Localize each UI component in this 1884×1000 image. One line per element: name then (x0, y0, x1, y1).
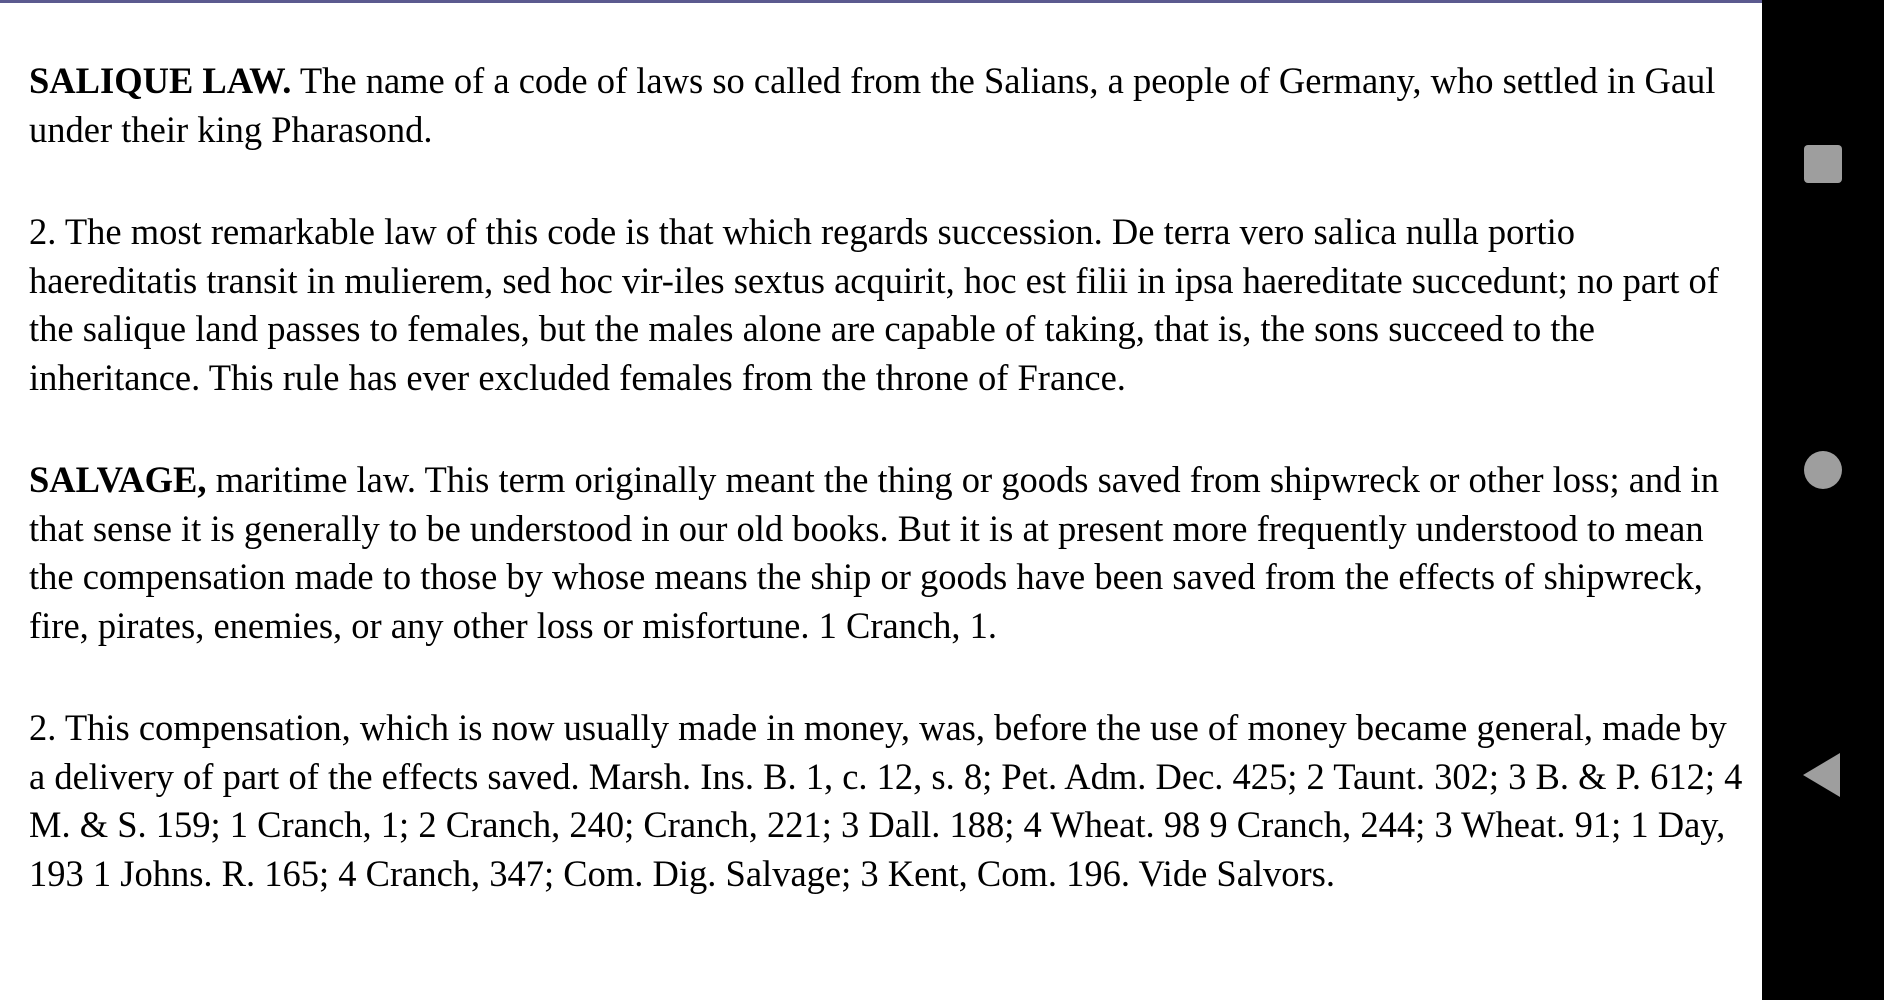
triangle-back-icon (1803, 753, 1840, 797)
entry-salique-law-section-2 (29, 208, 1749, 402)
entry-definition: The name of a code of laws so called from the Salians, a people of Germany, who settled in Gaul under their king Pharasond. (29, 60, 1716, 150)
entry-salvage-section-2 (29, 704, 1749, 898)
entry-term: SALVAGE, (29, 459, 207, 500)
android-navigation-bar (1762, 0, 1884, 1000)
entry-definition: maritime law. This term originally meant the thing or goods saved from shipwreck or other loss; and in that sense it is generally to be understood in our old books. But it is at present more frequently understood to mean the compensation made to those by whose means the ship or goods have been saved from the effects of shipwreck, fire, pirates, enemies, or any other loss or misfortune. 1 Cranch, 1. (29, 459, 1719, 646)
entry-term: SALIQUE LAW. (29, 60, 292, 101)
home-button[interactable] (1762, 415, 1884, 525)
dictionary-content (29, 57, 1749, 952)
entry-definition: 2. This compensation, which is now usually made in money, was, before the use of money became general, made by a delivery of part of the effects saved. Marsh. Ins. B. 1, c. 12, s. 8; Pet. Adm. Dec. 425; 2 Taunt. 302; 3 B. & P. 612; 4 M. & S. 159; 1 Cranch, 1; 2 Cranch, 240; Cranch, 221; 3 Dall. 188; 4 Wheat. 98 9 Cranch, 244; 3 Wheat. 91; 1 Day, 193 1 Johns. R. 165; 4 Cranch, 347; Com. Dig. Salvage; 3 Kent, Com. 196. Vide Salvors. (29, 707, 1743, 894)
entry-salique-law (29, 57, 1749, 154)
circle-home-icon (1804, 451, 1842, 489)
recents-button[interactable] (1762, 109, 1884, 219)
entry-definition: 2. The most remarkable law of this code is that which regards succession. De terra vero salica nulla portio haereditatis transit in mulierem, sed hoc vir-iles sextus acquirit, hoc est filii in ipsa haereditate succedunt; no part of the salique land passes to females, but the males alone are capable of taking, that is, the sons succeed to the inheritance. This rule has ever excluded females from the throne of France. (29, 211, 1719, 398)
entry-salvage (29, 456, 1749, 650)
square-recents-icon (1804, 145, 1842, 183)
back-button[interactable] (1762, 720, 1884, 830)
top-accent-line (0, 0, 1762, 3)
